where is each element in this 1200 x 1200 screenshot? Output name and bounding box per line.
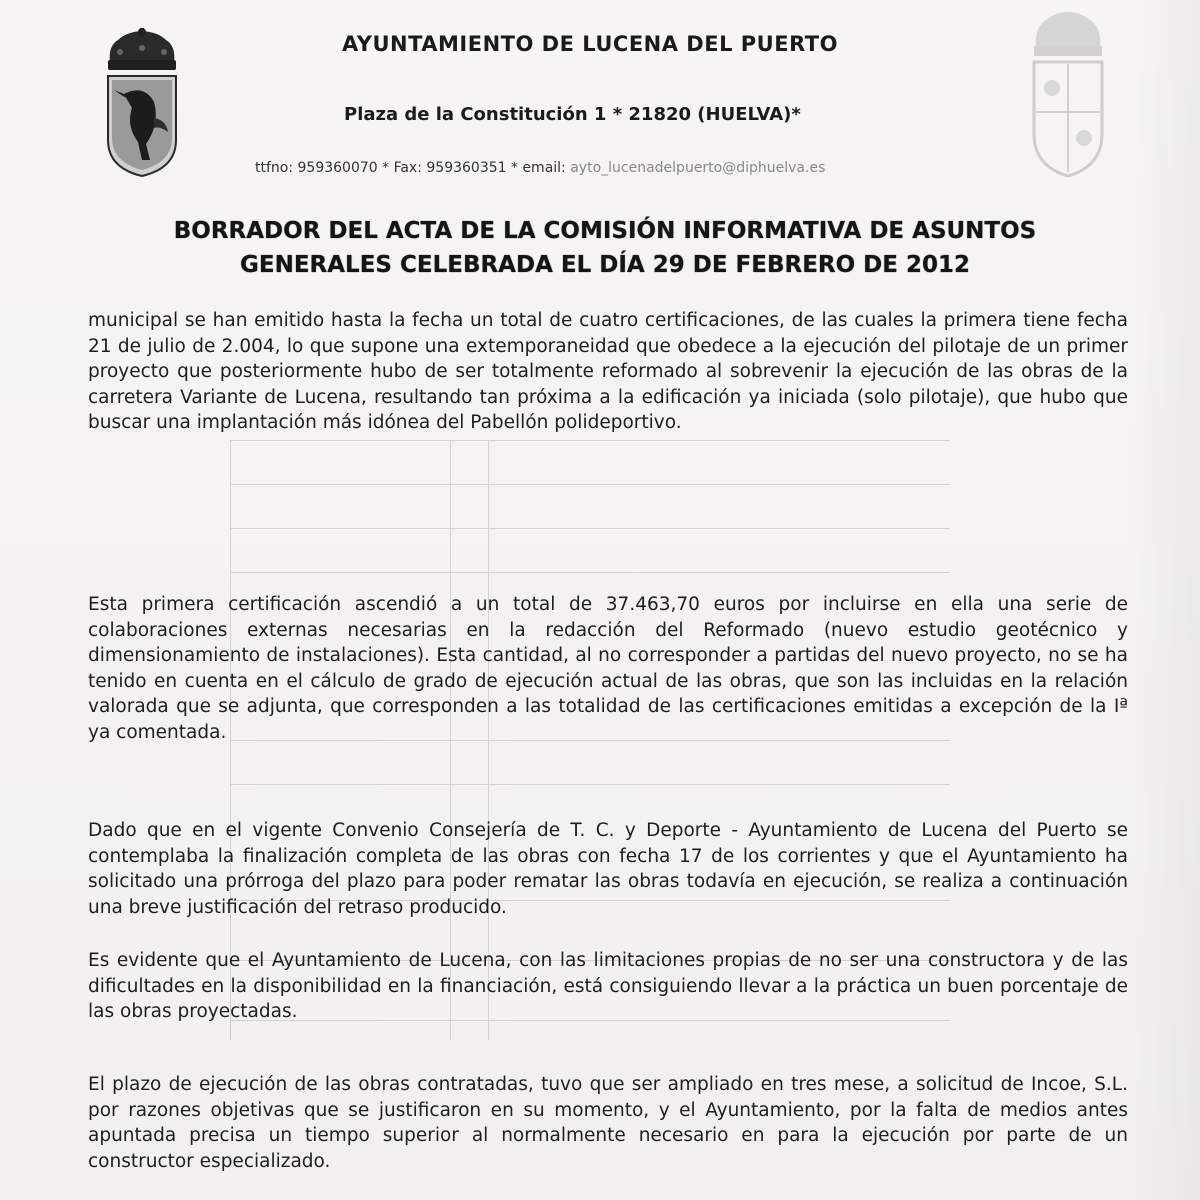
contact-phone-fax: ttfno: 959360070 * Fax: 959360351 * email: (255, 160, 571, 176)
document-title-line-1: BORRADOR DEL ACTA DE LA COMISIÓN INFORMATIVA DE ASUNTOS (173, 218, 1037, 244)
paragraph: municipal se han emitido hasta la fecha un total de cuatro certificaciones, de las cuales la primera tiene fecha 21 de julio de 2.004, lo que supone una extemporaneidad que obedece a la ejecución del pilotaje de un primer proyecto que posteriormente hubo de ser totalmente reformado al sobrevenir la ejecución de las obras de la carretera Variante de Lucena, resultando tan próxima a la edificación ya iniciada (solo pilotaje), que hubo que buscar una implantación más idónea del Pabellón polideportivo. (88, 310, 1128, 433)
paragraph: Es evidente que el Ayuntamiento de Lucena, con las limitaciones propias de no ser una constructora y de las dificultades en la disponibilidad en la financiación, está consiguiendo llevar a la práctica un buen porcentaje de las obras proyectadas. (88, 950, 1128, 1022)
paragraph: Dado que en el vigente Convenio Consejería de T. C. y Deporte - Ayuntamiento de Lucena del Puerto se contemplaba la finalización completa de las obras con fecha 17 de los corrientes y que el Ayuntamiento ha solicitado una prórroga del plazo para poder rematar las obras todavía en ejecución, se realiza a continuación una breve justificación del retraso producido. (88, 820, 1128, 918)
contact-line (255, 160, 1015, 176)
municipality-name: AYUNTAMIENTO DE LUCENA DEL PUERTO (342, 32, 838, 56)
paragraph: Esta primera certificación ascendió a un total de 37.463,70 euros por incluirse en ella una serie de colaboraciones externas necesarias en la redacción del Reformado (nuevo estudio geotécnico y dimensionamiento de instalaciones). Esta cantidad, al no corresponder a partidas del nuevo proyecto, no se ha tenido en cuenta en el cálculo de grado de ejecución actual de las obras, que son las incluidas en la relación valorada que se adjunta, que corresponden a las totalidad de las certificaciones emitidas a excepción de la Iª ya comentada. (88, 594, 1128, 743)
coat-of-arms-logo (104, 28, 180, 178)
document-title (130, 214, 1080, 282)
contact-email: ayto_lucenadelpuerto@diphuelva.es (570, 160, 826, 176)
paragraph: El plazo de ejecución de las obras contratadas, tuvo que ser ampliado en tres mese, a solicitud de Incoe, S.L. por razones objetivas que se justificaron en su momento, y el Ayuntamiento, por la falta de medios antes apuntada precisa un tiempo superior al normalmente necesario en para la ejecución por parte de un constructor especializado. (88, 1074, 1128, 1172)
document-title-line-2: GENERALES CELEBRADA EL DÍA 29 DE FEBRERO DE 2012 (239, 252, 971, 278)
page-edge-shadow (1130, 0, 1200, 1200)
municipality-address: Plaza de la Constitución 1 * 21820 (HUELVA)* (344, 104, 801, 125)
faded-coat-of-arms-logo (1028, 8, 1108, 178)
